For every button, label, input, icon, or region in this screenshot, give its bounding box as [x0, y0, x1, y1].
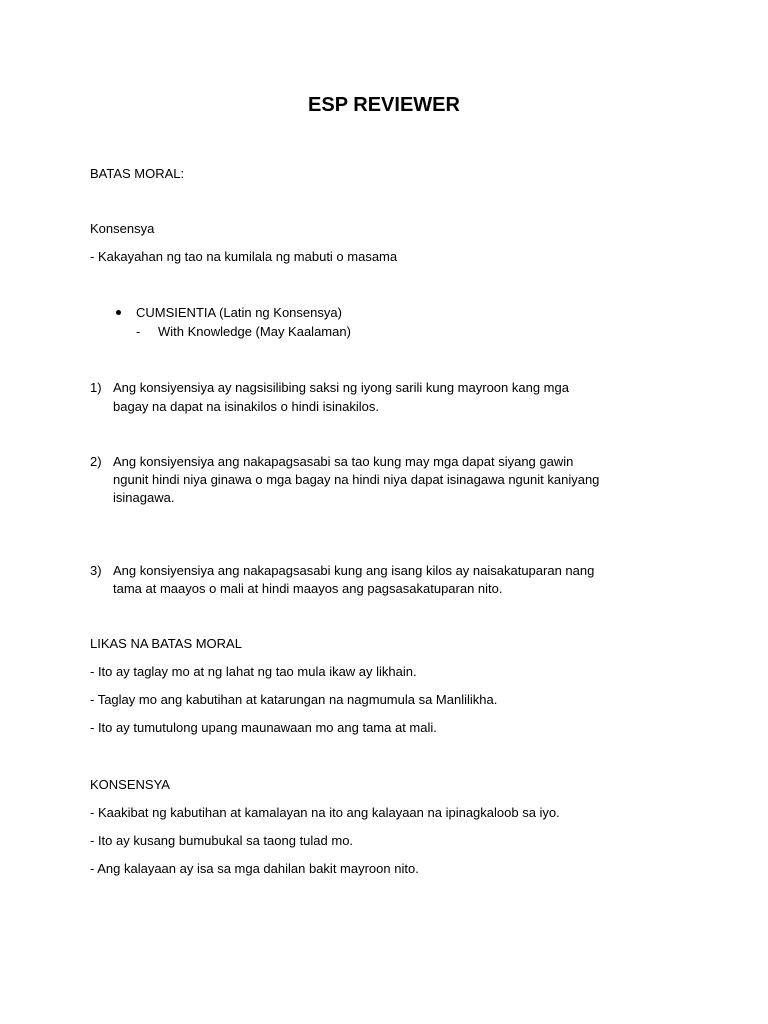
numbered-item-2-line-2: ngunit hindi niya ginawa o mga bagay na hindi niya dapat isinagawa ngunit kaniyang: [113, 472, 600, 487]
numbered-item-3-marker: 3): [90, 563, 102, 578]
section-heading-konsensya: KONSENSYA: [90, 777, 170, 792]
likas-line-2: - Taglay mo ang kabutihan at katarungan na nagmumula sa Manlilikha.: [90, 692, 498, 707]
likas-line-1: - Ito ay taglay mo at ng lahat ng tao mula ikaw ay likhain.: [90, 664, 417, 679]
bullet-dot-icon: [116, 310, 121, 315]
section-heading-batas-moral: BATAS MORAL:: [90, 166, 185, 181]
likas-line-3: - Ito ay tumutulong upang maunawaan mo ang tama at mali.: [90, 720, 437, 735]
numbered-item-3-line-2: tama at maayos o mali at hindi maayos ang pagsasakatuparan nito.: [113, 581, 503, 596]
section-heading-likas-na-batas-moral: LIKAS NA BATAS MORAL: [90, 636, 242, 651]
document-title: ESP REVIEWER: [308, 94, 460, 116]
numbered-item-3-line-1: Ang konsiyensiya ang nakapagsasabi kung ang isang kilos ay naisakatuparan nang: [113, 563, 595, 578]
numbered-item-1-line-1: Ang konsiyensiya ay nagsisilibing saksi ng iyong sarili kung mayroon kang mga: [113, 380, 569, 395]
konsensya-line-1: - Kaakibat ng kabutihan at kamalayan na ito ang kalayaan na ipinagkaloob sa iyo.: [90, 805, 560, 820]
numbered-item-2-line-3: isinagawa.: [113, 490, 175, 505]
numbered-item-1-marker: 1): [90, 380, 102, 395]
bullet-sub-marker: -: [136, 324, 141, 339]
numbered-item-2-marker: 2): [90, 454, 102, 469]
bullet-text: CUMSIENTIA (Latin ng Konsensya): [136, 305, 342, 320]
bullet-sub-text: With Knowledge (May Kaalaman): [158, 324, 351, 339]
konsensya-definition: - Kakayahan ng tao na kumilala ng mabuti o masama: [90, 249, 398, 264]
numbered-item-1-line-2: bagay na dapat na isinakilos o hindi isinakilos.: [113, 399, 379, 414]
numbered-item-2-line-1: Ang konsiyensiya ang nakapagsasabi sa tao kung may mga dapat siyang gawin: [113, 454, 574, 469]
subheading-konsensya: Konsensya: [90, 221, 155, 236]
konsensya-line-2: - Ito ay kusang bumubukal sa taong tulad mo.: [90, 833, 354, 848]
konsensya-line-3: - Ang kalayaan ay isa sa mga dahilan bakit mayroon nito.: [90, 861, 419, 876]
